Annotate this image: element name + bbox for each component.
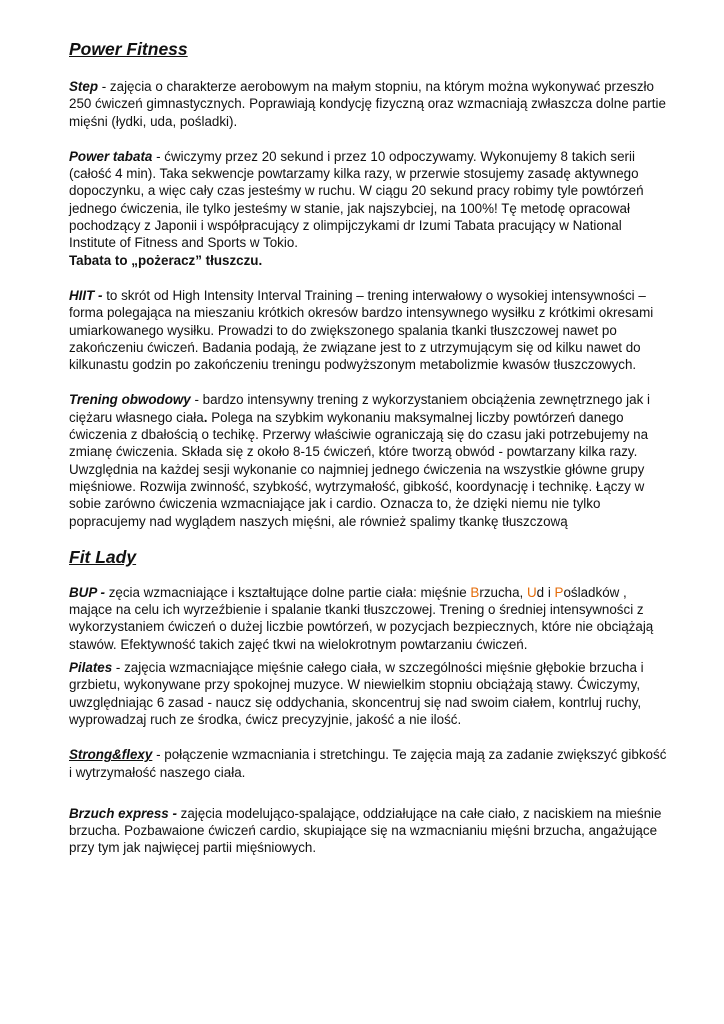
paragraph-tabata — [69, 148, 669, 252]
paragraph-pilates — [69, 659, 669, 728]
obwodowy-description-1: - bardzo intensywny trening z wykorzystaniem obciążenia zewnętrznego jak i ciężaru własnego ciała — [69, 392, 650, 425]
term-bup: BUP - — [69, 584, 105, 600]
hiit-description: to skrót od High Intensity Interval Training – trening interwałowy o wysokiej intensywności – forma polegająca na mieszaniu krótkich okresów bardzo intensywnego wysiłku z krótkimi okresami umiarkowanego wysiłku. Prowadzi to do zwiększonego spalania tkanki tłuszczowej nawet po zakończeniu ćwiczeń. Badania podają, że związane jest to z utrzymującym się od kilku nawet do kilkunastu godzin po zakończeniu treningu podwyższonym metabolizmie kwasów tłuszczowych. — [69, 287, 654, 373]
bup-letter-p: P — [554, 584, 564, 600]
term-strong-flexy: Strong&flexy — [69, 747, 153, 763]
term-trening-obwodowy: Trening obwodowy — [69, 392, 191, 408]
bup-letter-u: U — [527, 584, 537, 600]
obwodowy-bold-dot: . — [203, 409, 208, 425]
bup-letter-b: B — [470, 584, 480, 600]
term-hiit: HIIT - — [69, 287, 103, 303]
pilates-description: - zajęcia wzmacniające mięśnie całego ciała, w szczególności mięśnie głębokie brzucha i grzbietu, wykonywane przy spokojnej muzyce. W niewielkim stopniu obciążają stawy. Ćwiczymy, uwzględniając 6 zasad - naucz się oddychania, skoncentruj się nad swoim ciałem, kontrluj ruchy, wyprowadzaj ruch ze środka, ćwicz precyzyjnie, jakość a nie ilość. — [69, 660, 644, 727]
tabata-tagline-line — [69, 252, 669, 269]
section-heading-fit-lady: Fit Lady — [69, 546, 137, 567]
section-heading-power-fitness: Power Fitness — [69, 39, 188, 59]
term-step: Step — [69, 79, 99, 94]
brzuch-express-description: zajęcia modelująco-spalające, oddziałujące na całe ciało, z naciskiem na mieśnie brzucha. Pozbawaione ćwiczeń cardio, skupiające się na wzmacnianiu mięśni brzucha, angażujące przy tym jak najwięcej partii mięśniowych. — [69, 805, 662, 856]
bup-text-1: zęcia wzmacniające i kształtujące dolne partie ciała: mięśnie — [104, 584, 471, 600]
bup-text-3: d i — [536, 584, 555, 600]
strong-flexy-description: - połączenie wzmacniania i stretchingu. Te zajęcia mają za zadanie zwiększyć gibkość i wytrzymałość naszego ciała. — [69, 747, 667, 780]
obwodowy-description-2: Polega na szybkim wykonaniu maksymalnej liczby powtórzeń danego ćwiczenia z dbałością o techikę. Przerwy właściwie ograniczają się do czasu jaki potrzebujemy na zmianę ćwiczenia. Składa się z około 8-15 ćwiczeń, które tworzą obwód - powtarzany kilka razy. Uwzględnia na każdej sesji wykonanie co najmniej jednego ćwiczenia na wszystkie główne grupy mięśniowe. Rozwija zwinność, szybkość, wytrzymałość, gibkość, koordynację i technikę. Łączy w sobie zarówno ćwiczenia wzmacniające jak i cardio. Oznacza to, że dzięki niemu nie tylko popracujemy nad wyglądem naszych mięśni, ale również spalimy tkankę tłuszczową — [69, 409, 649, 529]
paragraph-bup — [69, 584, 669, 653]
step-description: - zajęcia o charakterze aerobowym na małym stopniu, na którym można wykonywać przeszło 250 ćwiczeń gimnastycznych. Poprawiają kondycję fizyczną oraz wzmacniają zwłaszcza dolne partie mięśni (łydki, uda, pośladki). — [69, 79, 666, 129]
bup-text-4: ośladków , mające na celu ich wyrzeźbienie i spalanie tkanki tłuszczowej. Trening o średniej intensywności z wykorzystaniem ćwiczeń o dużej liczbie powtórzeń, w pozycjach bezpiecznych, które nie obciążają stawów. Efektywność takich zajęć tkwi na wielokrotnym powtarzaniu ćwiczeń. — [69, 584, 654, 652]
paragraph-brzuch-express — [69, 805, 669, 857]
tabata-description: - ćwiczymy przez 20 sekund i przez 10 odpoczywamy. Wykonujemy 8 takich serii (całość 4 min). Taka sekwencje powtarzamy kilka razy, w przerwie stosujemy zasadę aktywnego dopoczynku, a więc cały czas jesteśmy w ruchu. W ciągu 20 sekund pracy robimy tyle powtórzeń jednego ćwiczenia, ile tylko jesteśmy w stanie, jak najszybciej, na 100%! Tę metodę opracował pochodzący z Japonii i współpracujący z olimpijczykami dr Izumi Tabata pracujący w National Institute of Fitness and Sports w Tokio. — [69, 148, 644, 251]
tabata-tagline: Tabata to „pożeracz” tłuszczu. — [69, 252, 263, 268]
paragraph-hiit — [69, 287, 669, 373]
paragraph-trening-obwodowy — [69, 391, 669, 529]
term-power-tabata: Power tabata — [69, 148, 153, 164]
term-pilates: Pilates — [69, 660, 113, 676]
term-brzuch-express: Brzuch express - — [69, 805, 177, 821]
document-page — [69, 38, 669, 857]
paragraph-step — [69, 78, 669, 130]
paragraph-strong-flexy — [69, 746, 669, 781]
bup-text-2: rzucha, — [479, 584, 527, 600]
